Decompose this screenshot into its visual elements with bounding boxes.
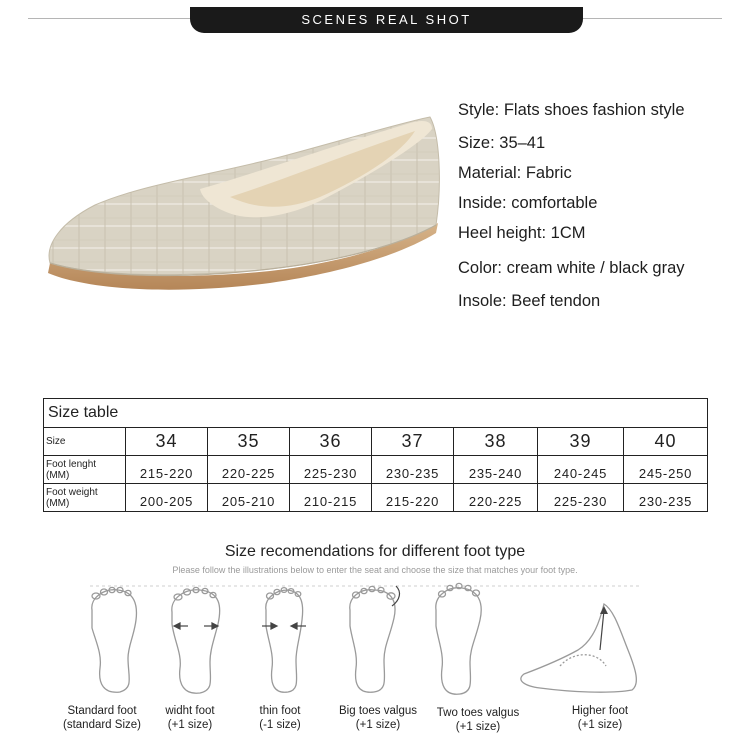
- length-cell: 225-230: [290, 456, 372, 484]
- foot-type-name: Standard foot: [67, 705, 137, 717]
- table-row: [44, 428, 708, 456]
- valgus-arrow: [392, 586, 399, 606]
- length-cell: 220-225: [208, 456, 290, 484]
- weight-cell: 230-235: [624, 484, 708, 512]
- size-table: [43, 398, 708, 512]
- foot-type-name: Higher foot: [571, 705, 629, 717]
- standard-foot-outline: [92, 587, 137, 692]
- spec-inside: Inside: comfortable: [458, 194, 598, 212]
- header-rule-right: [576, 18, 722, 19]
- two-toes-valgus-outline: [436, 583, 481, 694]
- foot-label-standard: [52, 704, 152, 732]
- header-banner: [190, 7, 583, 33]
- row-label-line: (MM): [46, 497, 70, 509]
- header-rule-left: [28, 18, 198, 19]
- width-arrows: [174, 623, 218, 629]
- thin-arrows: [262, 623, 306, 629]
- spec-color: Color: cream white / black gray: [458, 259, 685, 277]
- row-label-size: Size: [44, 428, 126, 456]
- foot-type-name: widht foot: [165, 705, 215, 717]
- recommendations-subtitle: Please follow the illustrations below to enter the seat and choose the size that matches your foot type.: [172, 565, 578, 575]
- size-table-caption: Size table: [44, 399, 708, 428]
- higher-foot-outline: [521, 604, 636, 692]
- foot-type-name: Big toes valgus: [339, 705, 417, 717]
- size-cell: 38: [454, 428, 538, 456]
- foot-label-big-toes: [328, 704, 428, 732]
- foot-type-name: thin foot: [259, 705, 301, 717]
- table-row: [44, 484, 708, 512]
- spec-insole: Insole: Beef tendon: [458, 292, 601, 310]
- foot-type-note: (+1 size): [455, 721, 501, 733]
- row-label-foot-length: [44, 456, 126, 484]
- wide-foot-outline: [172, 587, 220, 693]
- recommendations-title: Size recomendations for different foot type: [224, 543, 526, 560]
- foot-label-higher: [550, 704, 650, 732]
- length-cell: 215-220: [126, 456, 208, 484]
- size-cell: 34: [126, 428, 208, 456]
- spec-heel-height: Heel height: 1CM: [458, 224, 586, 242]
- row-label-line: (MM): [46, 469, 70, 481]
- table-row: [44, 456, 708, 484]
- foot-label-wide: [150, 704, 230, 732]
- foot-type-note: (+1 size): [167, 719, 213, 731]
- foot-type-note: (+1 size): [577, 719, 623, 731]
- row-label-line: Foot lenght: [46, 458, 97, 470]
- size-cell: 39: [538, 428, 624, 456]
- length-cell: 230-235: [372, 456, 454, 484]
- foot-type-note: (-1 size): [259, 719, 301, 731]
- length-cell: 240-245: [538, 456, 624, 484]
- big-toes-valgus-outline: [350, 586, 395, 692]
- foot-label-thin: [240, 704, 320, 732]
- foot-type-note: (+1 size): [355, 719, 401, 731]
- weight-cell: 205-210: [208, 484, 290, 512]
- row-label-line: Foot weight: [46, 486, 98, 498]
- spec-size: Size: 35–41: [458, 134, 546, 152]
- size-cell: 40: [624, 428, 708, 456]
- thin-foot-outline: [266, 588, 303, 693]
- foot-type-illustrations: [0, 580, 750, 700]
- foot-type-note: (standard Size): [63, 719, 141, 731]
- spec-style: Style: Flats shoes fashion style: [458, 101, 685, 119]
- size-cell: 36: [290, 428, 372, 456]
- weight-cell: 210-215: [290, 484, 372, 512]
- foot-type-name: Two toes valgus: [436, 707, 520, 719]
- row-label-foot-weight: [44, 484, 126, 512]
- weight-cell: 215-220: [372, 484, 454, 512]
- shoe-photo: [40, 105, 450, 305]
- size-cell: 35: [208, 428, 290, 456]
- weight-cell: 225-230: [538, 484, 624, 512]
- foot-label-two-toes: [424, 706, 532, 734]
- spec-material: Material: Fabric: [458, 164, 572, 182]
- weight-cell: 220-225: [454, 484, 538, 512]
- size-cell: 37: [372, 428, 454, 456]
- length-cell: 245-250: [624, 456, 708, 484]
- header-title: SCENES REAL SHOT: [301, 12, 472, 27]
- weight-cell: 200-205: [126, 484, 208, 512]
- length-cell: 235-240: [454, 456, 538, 484]
